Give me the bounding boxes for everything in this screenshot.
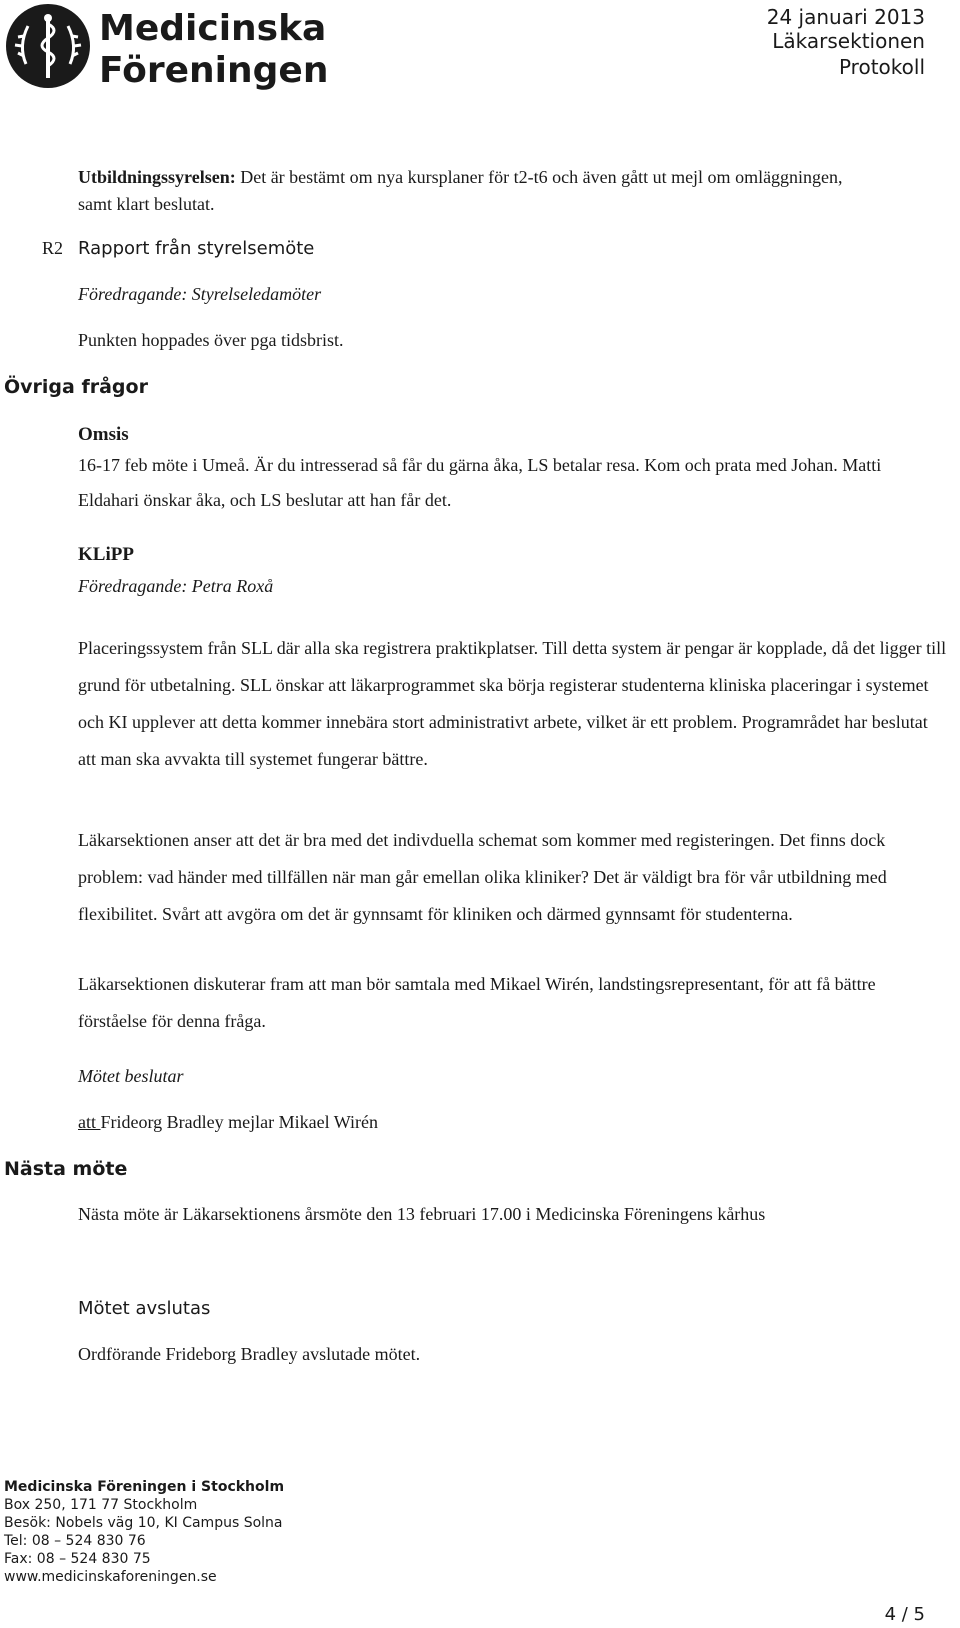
ovriga-heading: Övriga frågor — [4, 376, 148, 398]
footer-fax: Fax: 08 – 524 830 75 — [4, 1551, 151, 1567]
header-section: Läkarsektionen — [772, 29, 925, 53]
klipp-paragraph-3: Läkarsektionen diskuterar fram att man bör samtala med Mikael Wirén, landstingsrepresentant, för att få bättre förståelse för denna fråga. — [78, 974, 876, 1031]
r2-code: R2 — [42, 238, 64, 258]
logo-line2: Föreningen — [99, 50, 329, 91]
beslut-att: att — [78, 1112, 101, 1132]
klipp-presenter: Föredragande: Petra Roxå — [78, 576, 274, 596]
nasta-heading: Nästa möte — [4, 1158, 128, 1180]
beslut-label: Mötet beslutar — [78, 1066, 184, 1086]
footer-web[interactable]: www.medicinskaforeningen.se — [4, 1569, 217, 1585]
utbildning-label: Utbildningssyrelsen: — [78, 167, 236, 187]
header-doc-type: Protokoll — [838, 55, 925, 79]
r2-title: Rapport från styrelsemöte — [78, 238, 315, 259]
beslut-line — [78, 1112, 378, 1133]
footer-org: Medicinska Föreningen i Stockholm — [4, 1479, 285, 1495]
avslutas-text: Ordförande Frideborg Bradley avslutade mötet. — [78, 1344, 421, 1364]
beslut-text: Frideorg Bradley mejlar Mikael Wirén — [100, 1112, 379, 1132]
footer-tel: Tel: 08 – 524 830 76 — [4, 1533, 146, 1549]
footer-visit: Besök: Nobels väg 10, KI Campus Solna — [4, 1515, 283, 1531]
logo-line1: Medicinska — [99, 8, 327, 49]
r2-note: Punkten hoppades över pga tidsbrist. — [78, 330, 344, 350]
footer — [4, 1478, 284, 1586]
klipp-paragraph-1: Placeringssystem från SLL där alla ska registrera praktikplatser. Till detta system är pengar är kopplade, då det ligger till grund för utbetalning. SLL önskar att läkarprogrammet ska börja registerar studenterna kliniska placeringar i systemet och KI upplever att detta kommer innebära stort administrativt arbete, vilket är ett problem. Programrådet har beslutat att man ska avvakta till systemet fungerar bättre. — [78, 638, 947, 769]
utbildning-paragraph — [78, 164, 878, 218]
nasta-text: Nästa möte är Läkarsektionens årsmöte den 13 februari 17.00 i Medicinska Föreningens kårhus — [78, 1204, 766, 1224]
caduceus-wreath-logo-icon — [6, 4, 90, 88]
omsis-label: Omsis — [78, 424, 129, 445]
page-number: 4 / 5 — [884, 1604, 925, 1625]
footer-address: Box 250, 171 77 Stockholm — [4, 1497, 198, 1513]
klipp-label: KLiPP — [78, 544, 134, 565]
klipp-paragraph-2: Läkarsektionen anser att det är bra med det indivduella schemat som kommer med registeringen. Det finns dock problem: vad händer med tillfällen när man går emellan olika kliniker? Det är väldigt bra för vår utbildning med flexibilitet. Svårt att avgöra om det är gynnsamt för kliniken och därmed gynnsamt för studenterna. — [78, 830, 887, 924]
avslutas-title: Mötet avslutas — [78, 1298, 211, 1319]
r2-presenter: Föredragande: Styrelseledamöter — [78, 284, 322, 304]
logo — [4, 2, 329, 92]
utbildning-text: Det är bestämt om nya kursplaner för t2-t6 och även gått ut mejl om omläggningen, samt klart beslutat. — [78, 167, 843, 214]
header-date: 24 januari 2013 — [766, 5, 925, 29]
omsis-text: 16-17 feb möte i Umeå. Är du intresserad så får du gärna åka, LS betalar resa. Kom och prata med Johan. Matti Eldahari önskar åka, och LS beslutar att han får det. — [78, 455, 882, 510]
